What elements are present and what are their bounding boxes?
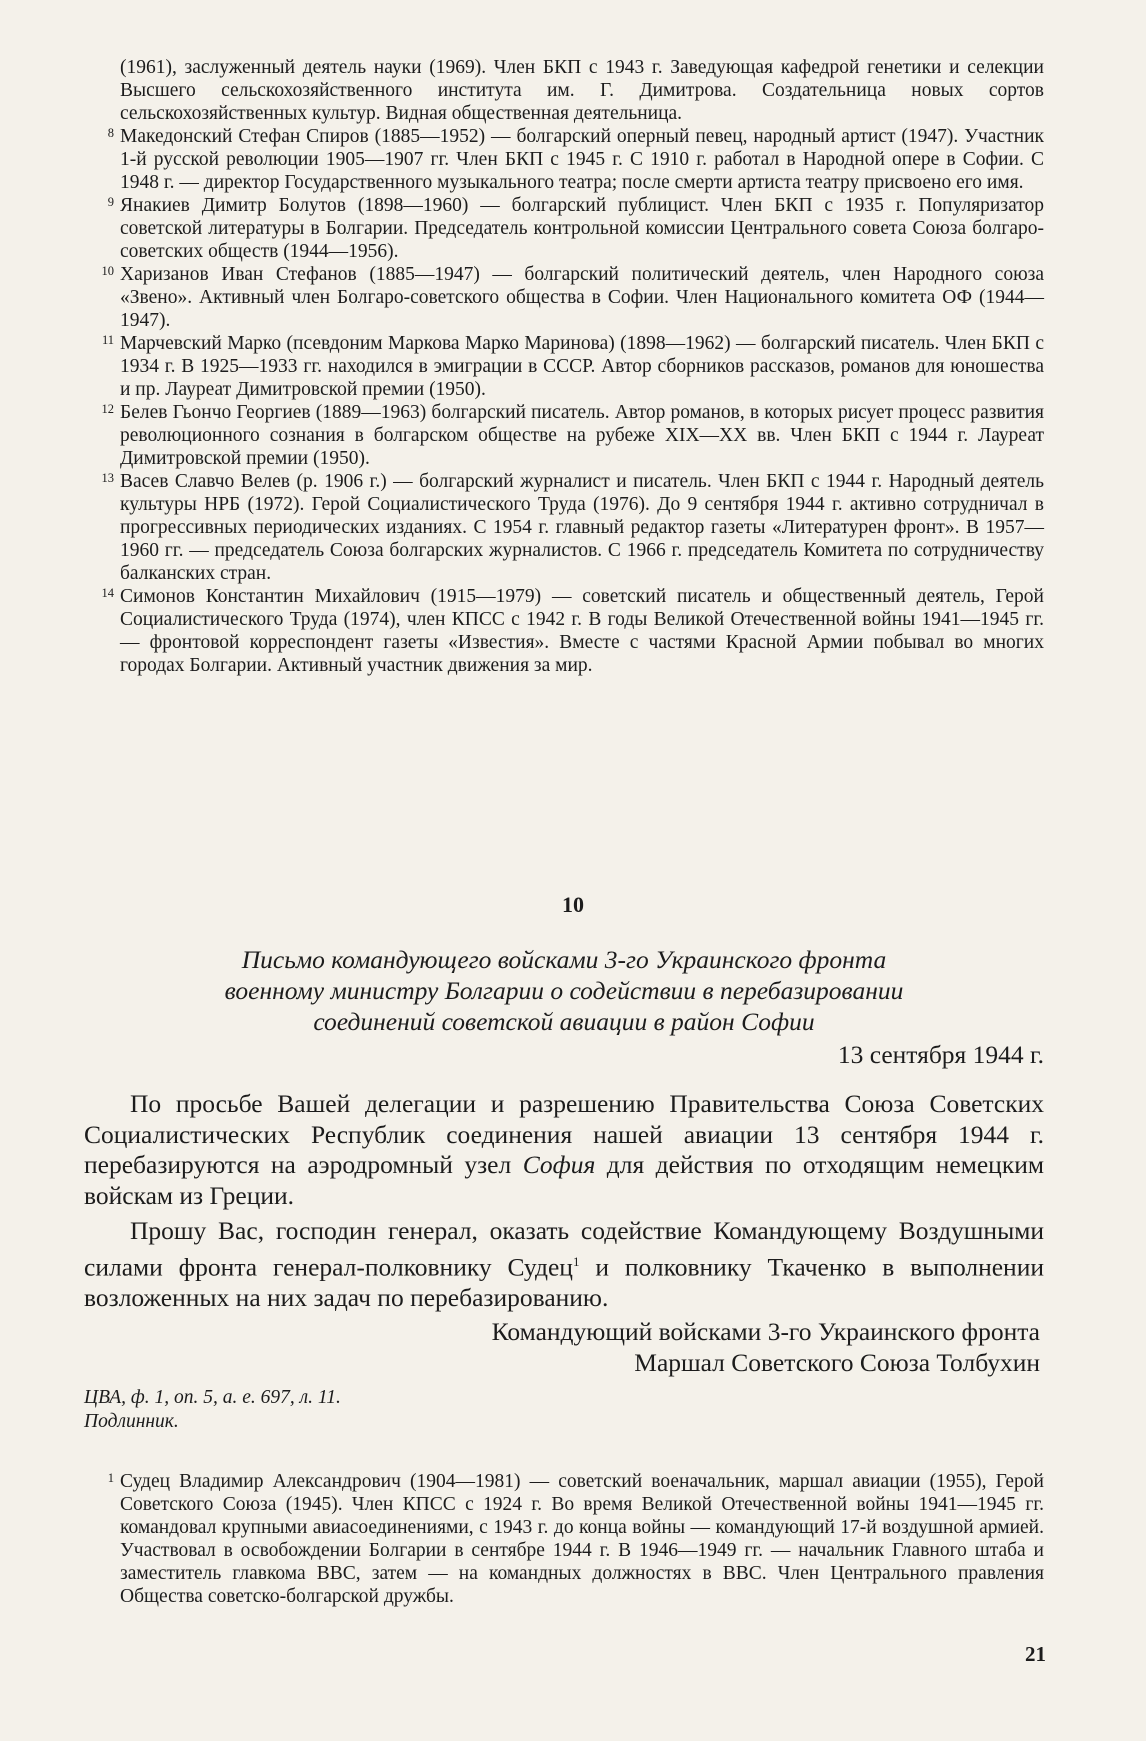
title-line: военному министру Болгарии о содействии в перебазировании	[224, 976, 904, 1005]
footnote-number: 1	[107, 1471, 114, 1485]
letter-paragraph-1	[84, 1089, 1044, 1211]
footnote-8	[84, 125, 1044, 194]
letter-body	[84, 1089, 1044, 1318]
archive-citation: ЦВА, ф. 1, оп. 5, а. е. 697, л. 11.	[84, 1387, 341, 1408]
document-number: 10	[562, 892, 584, 917]
paragraph-text: Прошу Вас, господин генерал, оказать содействие Командующему Воздушными силами фронта генерал-полковнику Судец	[84, 1216, 1044, 1281]
footnote-text: Судец Владимир Александрович (1904—1981) — советский военачальник, маршал авиации (1955), Герой Советского Союза (1945). Член КПСС с 1924 г. Во время Великой Отечественной войны 1941—1945 гг. командовал крупными авиасоединениями, с 1943 г. до конца войны — командующий 17-й воздушной армией. Участвовал в освобождении Болгарии в сентябре 1944 г. В 1946—1949 гг. — начальник Главного штаба и заместитель главкома ВВС, затем — на командных должностях в ВВС. Член Центрального правления Общества советско-болгарской дружбы.	[120, 1471, 1044, 1607]
footnote-1	[84, 1470, 1044, 1608]
footnote-text: Марчевский Марко (псевдоним Маркова Марко Маринова) (1898—1962) — болгарский писатель. Член БКП с 1934 г. В 1925—1933 гг. находился в эмиграции в СССР. Автор сборников рассказов, романов для юношества и пр. Лауреат Димитровской премии (1950).	[120, 333, 1044, 400]
archive-reference	[84, 1386, 341, 1434]
letter-paragraph-2	[84, 1216, 1044, 1313]
footnote-number: 12	[101, 402, 114, 416]
paragraph-text: для действия по отходящим немецким войскам из Греции.	[84, 1150, 1044, 1210]
footnote-12	[84, 401, 1044, 470]
footnote-number: 13	[101, 471, 114, 485]
footnote-text: (1961), заслуженный деятель науки (1969). Член БКП с 1943 г. Заведующая кафедрой генетики и селекции Высшего сельскохозяйственного института им. Г. Димитрова. Создательница новых сортов сельскохозяйственных культур. Видная общественная деятельница.	[120, 57, 1044, 124]
footnote-text: Харизанов Иван Стефанов (1885—1947) — болгарский политический деятель, член Народного союза «Звено». Активный член Болгаро-советского общества в Софии. Член Национального комитета ОФ (1944—1947).	[120, 264, 1044, 331]
footnote-text: Македонский Стефан Спиров (1885—1952) — болгарский оперный певец, народный артист (1947). Участник 1-й русской революции 1905—1907 гг. Член БКП с 1945 г. С 1910 г. работал в Народной опере в Софии. С 1948 г. — директор Государственного музыкального театра; после смерти артиста театру присвоено его имя.	[120, 126, 1044, 193]
title-line: соединений советской авиации в район Софии	[313, 1007, 815, 1036]
footnote-text: Васев Славчо Велев (р. 1906 г.) — болгарский журналист и писатель. Член БКП с 1944 г. Народный деятель культуры НРБ (1972). Герой Социалистического Труда (1976). До 9 сентября 1944 г. активно сотрудничал в прогрессивных периодических изданиях. С 1954 г. главный редактор газеты «Литературен фронт». В 1957—1960 гг. — председатель Союза болгарских журналистов. С 1966 г. председатель Комитета по сотрудничеству балканских стран.	[120, 471, 1044, 584]
footnote-ref: 1	[572, 1253, 580, 1269]
footnote-text: Симонов Константин Михайлович (1915—1979) — советский писатель и общественный деятель, Герой Социалистического Труда (1974), член КПСС с 1942 г. В годы Великой Отечественной войны 1941—1945 гг. — фронтовой корреспондент газеты «Известия». Вместе с частями Красной Армии побывал во многих городах Болгарии. Активный участник движения за мир.	[120, 586, 1044, 676]
footnote-number: 8	[107, 126, 114, 140]
footnote-text: Янакиев Димитр Болутов (1898—1960) — болгарский публицист. Член БКП с 1935 г. Популяризатор советской литературы в Болгарии. Председатель контрольной комиссии Центрального совета Союза болгаро-советских обществ (1944—1956).	[120, 195, 1044, 262]
title-line: Письмо командующего войсками 3-го Украинского фронта	[241, 945, 887, 974]
footnote-14	[84, 585, 1044, 677]
signature-position: Командующий войсками 3-го Украинского фронта	[491, 1317, 1040, 1346]
paragraph-text: и полковнику Ткаченко в выполнении возложенных на них задач по перебазированию.	[84, 1252, 1044, 1312]
page-number: 21	[1025, 1642, 1046, 1666]
signature-name: Маршал Советского Союза Толбухин	[634, 1348, 1040, 1377]
document-date: 13 сентября 1944 г.	[837, 1040, 1044, 1069]
footnote-number: 9	[107, 195, 114, 209]
footnote-9	[84, 194, 1044, 263]
document-title	[84, 944, 1044, 1037]
footnote-text: Белев Гьончо Георгиев (1889—1963) болгарский писатель. Автор романов, в которых рисует процесс развития революционного сознания в болгарском обществе на рубеже XIX—XX вв. Член БКП с 1944 г. Лауреат Димитровской премии (1950).	[120, 402, 1044, 469]
signature-block	[84, 1316, 1040, 1378]
footnote-continuation	[84, 56, 1044, 125]
footnote-number: 14	[101, 586, 114, 600]
city-name: София	[522, 1150, 596, 1179]
footnote-13	[84, 470, 1044, 585]
footnote-number: 10	[101, 264, 114, 278]
footnotes-top	[84, 56, 1044, 677]
footnote-11	[84, 332, 1044, 401]
footnotes-bottom	[84, 1470, 1044, 1608]
paragraph-text: По просьбе Вашей делегации и разрешению Правительства Союза Советских Социалистических Республик соединения нашей авиации 13 сентября 1944 г. перебазируются на аэродромный узел	[84, 1089, 1044, 1179]
archive-note: Подлинник.	[84, 1411, 179, 1432]
footnote-10	[84, 263, 1044, 332]
footnote-number: 11	[101, 333, 114, 347]
